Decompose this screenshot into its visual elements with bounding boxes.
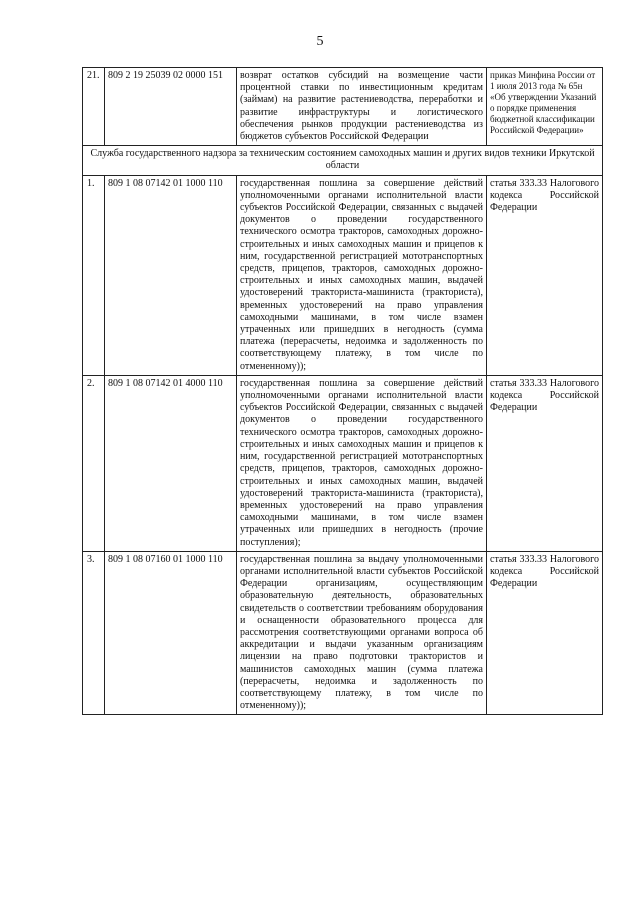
section-heading-row — [83, 146, 603, 175]
budget-code: 809 1 08 07160 01 1000 110 — [105, 551, 237, 715]
budget-code: 809 1 08 07142 01 4000 110 — [105, 375, 237, 551]
revenue-codes-table — [82, 67, 603, 715]
row-number: 21. — [83, 68, 105, 146]
revenue-description: государственная пошлина за совершение действий уполномоченными органами исполнительной власти субъектов Российской Федерации, связанных с выдачей документов о проведении государственного технического осмотра тракторов, самоходных дорожно-строительных и иных самоходных машин и прицепов к ним, государственной регистрацией мототранспортных средств, прицепов, тракторов, самоходных дорожно-строительных и иных самоходных машин, выдачей удостоверений тракториста-машиниста (тракториста), временных удостоверений на право управления самоходными машинами, в том числе взамен утраченных или пришедших в негодность (сумма платежа (перерасчеты, недоимка и задолженность по соответствующему платежу, в том числе по отмененному)); — [237, 175, 487, 375]
table-row — [83, 68, 603, 146]
row-number: 1. — [83, 175, 105, 375]
row-number: 3. — [83, 551, 105, 715]
row-number: 2. — [83, 375, 105, 551]
budget-code: 809 1 08 07142 01 1000 110 — [105, 175, 237, 375]
revenue-description: государственная пошлина за выдачу уполномоченными органами исполнительной власти субъектов Российской Федерации организациям, осуществляющим образовательную деятельность, образовательных свидетельств о соответствии требованиям оборудования и оснащенности образовательного процесса для рассмотрения соответствующими органами вопроса об аккредитации и выдачи указанным организациям лицензии на право подготовки трактористов и машинистов самоходных машин (сумма платежа (перерасчеты, недоимка и задолженность по соответствующему платежу, в том числе по отмененному)); — [237, 551, 487, 715]
legal-basis: статья 333.33 Налогового кодекса Российской Федерации — [487, 375, 603, 551]
budget-code: 809 2 19 25039 02 0000 151 — [105, 68, 237, 146]
revenue-description: возврат остатков субсидий на возмещение части процентной ставки по инвестиционным кредитам (займам) на развитие растениеводства, переработки и развитие инфраструктуры и логистического обеспечения рынков продукции растениеводства из бюджетов субъектов Российской Федерации — [237, 68, 487, 146]
legal-basis: приказ Минфина России от 1 июля 2013 года № 65н «Об утверждении Указаний о порядке применения бюджетной классификации Российской Федерации» — [487, 68, 603, 146]
table-row — [83, 375, 603, 551]
legal-basis: статья 333.33 Налогового кодекса Российской Федерации — [487, 551, 603, 715]
table-row — [83, 175, 603, 375]
page-number: 5 — [316, 34, 324, 49]
legal-basis: статья 333.33 Налогового кодекса Российской Федерации — [487, 175, 603, 375]
section-heading: Служба государственного надзора за техническим состоянием самоходных машин и других видов техники Иркутской области — [83, 146, 603, 175]
revenue-description: государственная пошлина за совершение действий уполномоченными органами исполнительной власти субъектов Российской Федерации, связанных с выдачей документов о проведении государственного технического осмотра тракторов, самоходных дорожно-строительных и иных самоходных машин и прицепов к ним, государственной регистрацией мототранспортных средств, прицепов, тракторов, самоходных дорожно-строительных и иных самоходных машин, выдачей удостоверений тракториста-машиниста (тракториста), временных удостоверений на право управления самоходными машинами, в том числе взамен утраченных или пришедших в негодность (прочие поступления); — [237, 375, 487, 551]
table-row — [83, 551, 603, 715]
